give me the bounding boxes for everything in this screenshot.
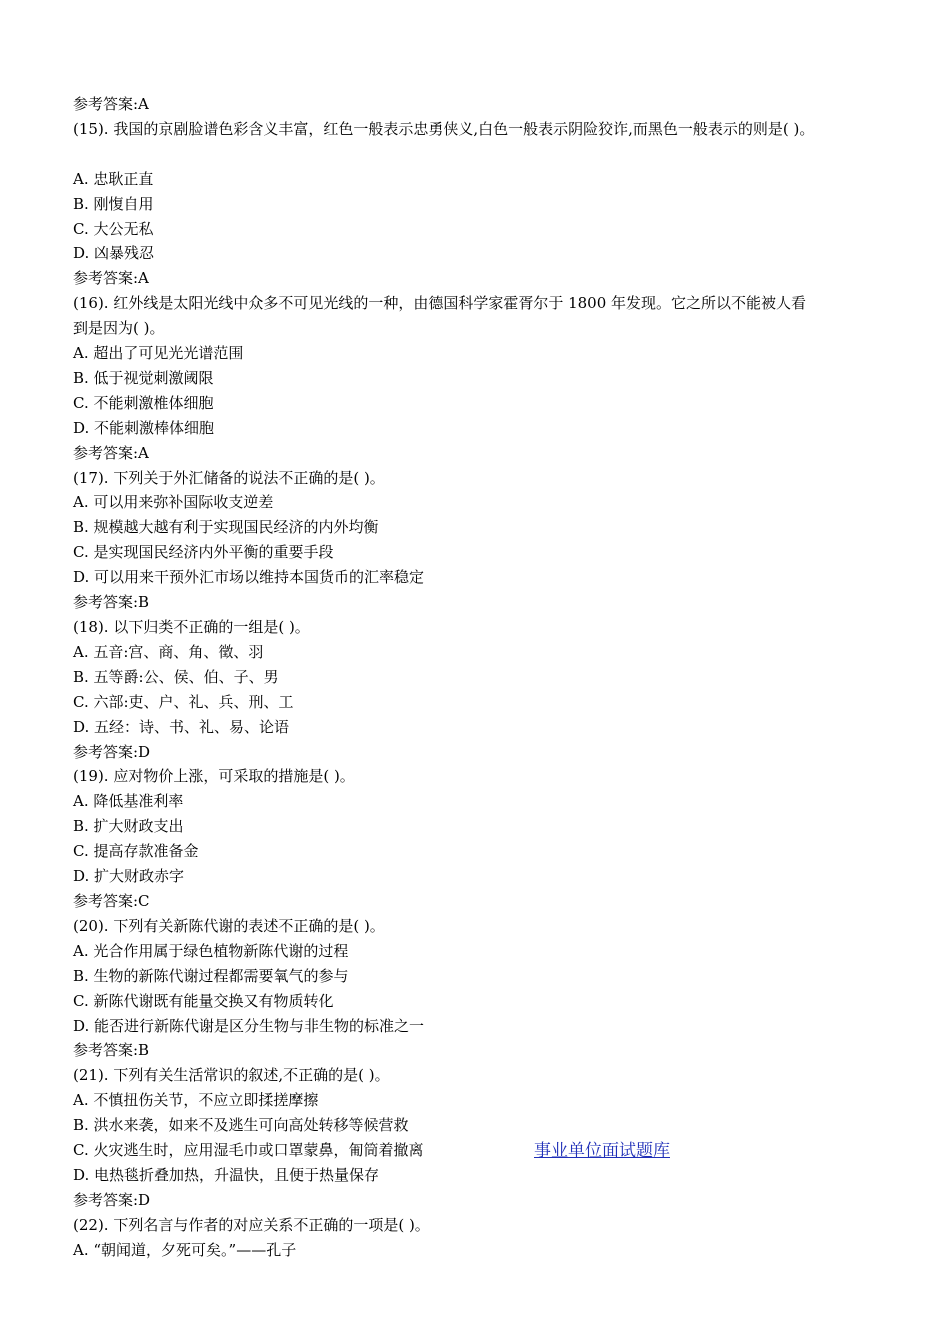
option-line: D. 不能刺激棒体细胞 xyxy=(73,418,215,437)
option-line: C. 六部:吏、户、礼、兵、刑、工 xyxy=(73,692,294,711)
answer-line: 参考答案:B xyxy=(73,1041,150,1060)
option-line: D. 五经：诗、书、礼、易、论语 xyxy=(73,717,290,736)
option-line: B. 生物的新陈代谢过程都需要氧气的参与 xyxy=(73,966,349,985)
answer-line: 参考答案:D xyxy=(73,1190,151,1209)
option-line: B. 刚愎自用 xyxy=(73,194,154,213)
option-line: C. 新陈代谢既有能量交换又有物质转化 xyxy=(73,991,334,1010)
option-line: C. 火灾逃生时，应用湿毛巾或口罩蒙鼻，匍筒着撤离 xyxy=(73,1141,424,1160)
option-line: D. 电热毯折叠加热，升温快，且便于热量保存 xyxy=(73,1165,380,1184)
option-line: B. 低于视觉刺激阈限 xyxy=(73,368,214,387)
question-18: (18). 以下归类不正确的一组是( )。 xyxy=(73,618,310,637)
question-15: (15). 我国的京剧脸谱色彩含义丰富，红色一般表示忠勇侠义,白色一般表示阴险狡诈,而黑色一般表示的则是( )。 xyxy=(73,119,815,138)
question-16-continued: 到是因为( )。 xyxy=(73,319,165,338)
option-line: B. 洪水来袭，如来不及逃生可向高处转移等候营救 xyxy=(73,1116,409,1135)
option-line: A. 五音:宫、商、角、徵、羽 xyxy=(73,642,264,661)
option-line: C. 大公无私 xyxy=(73,219,154,238)
blank-line xyxy=(73,142,893,167)
option-line: D. 扩大财政赤字 xyxy=(73,867,185,886)
question-16: (16). 红外线是太阳光线中众多不可见光线的一种，由德国科学家霍胥尔于 1800 年发现。它之所以不能被人看 xyxy=(73,294,807,313)
option-line: A. 超出了可见光光谱范围 xyxy=(73,344,244,363)
option-line: A. 不慎扭伤关节，不应立即揉搓摩擦 xyxy=(73,1091,319,1110)
option-line: D. 可以用来干预外汇市场以维持本国货币的汇率稳定 xyxy=(73,568,425,587)
option-line: C. 是实现国民经济内外平衡的重要手段 xyxy=(73,543,334,562)
answer-line: 参考答案:A xyxy=(73,269,149,288)
answer-line: 参考答案:D xyxy=(73,742,151,761)
question-21: (21). 下列有关生活常识的叙述,不正确的是( )。 xyxy=(73,1066,390,1085)
option-line: A. 降低基准利率 xyxy=(73,792,184,811)
question-20: (20). 下列有关新陈代谢的表述不正确的是( )。 xyxy=(73,916,385,935)
question-19: (19). 应对物价上涨，可采取的措施是( )。 xyxy=(73,767,355,786)
option-line: A. 可以用来弥补国际收支逆差 xyxy=(73,493,274,512)
option-line: B. 扩大财政支出 xyxy=(73,817,184,836)
option-line: B. 规模越大越有利于实现国民经济的内外均衡 xyxy=(73,518,379,537)
option-line: A. 光合作用属于绿色植物新陈代谢的过程 xyxy=(73,941,349,960)
question-22: (22). 下列名言与作者的对应关系不正确的一项是( )。 xyxy=(73,1215,430,1234)
option-line: A. “朝闻道，夕死可矣。”——孔子 xyxy=(73,1240,297,1259)
answer-line: 参考答案:B xyxy=(73,593,150,612)
option-line: C. 提高存款准备金 xyxy=(73,842,199,861)
answer-line: 参考答案:A xyxy=(73,443,149,462)
document-body xyxy=(73,92,893,1263)
option-line: D. 能否进行新陈代谢是区分生物与非生物的标准之一 xyxy=(73,1016,425,1035)
exam-bank-link[interactable]: 事业单位面试题库 xyxy=(534,1141,670,1161)
option-line: D. 凶暴残忍 xyxy=(73,244,155,263)
question-17: (17). 下列关于外汇储备的说法不正确的是( )。 xyxy=(73,468,385,487)
option-line: B. 五等爵:公、侯、伯、子、男 xyxy=(73,667,279,686)
answer-line: 参考答案:A xyxy=(73,95,149,113)
option-line: C. 不能刺激椎体细胞 xyxy=(73,393,214,412)
answer-line: 参考答案:C xyxy=(73,891,150,910)
option-line: A. 忠耿正直 xyxy=(73,169,154,188)
